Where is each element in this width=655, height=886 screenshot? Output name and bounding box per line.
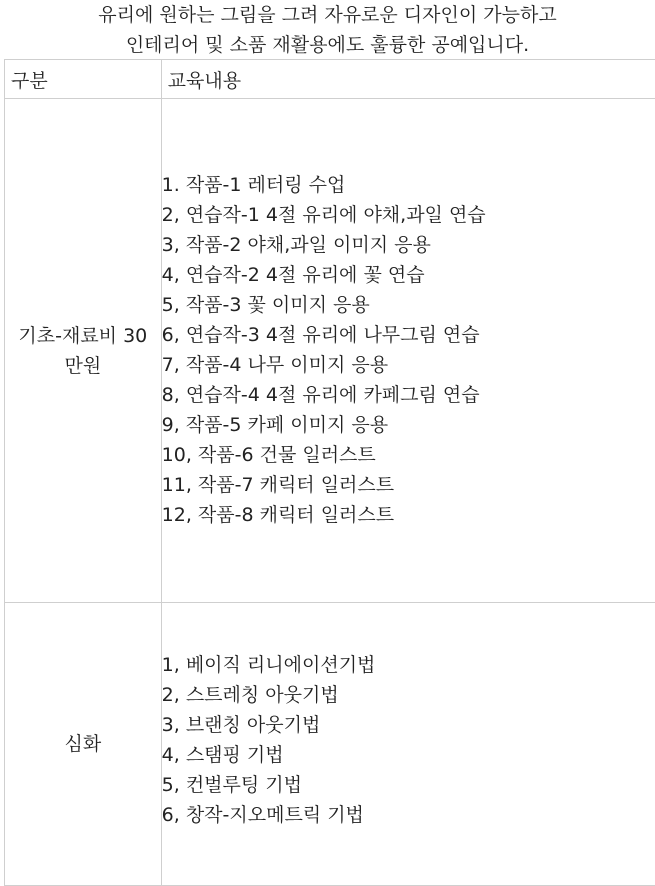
list-item: 5, 컨벌루팅 기법 — [162, 770, 655, 800]
category-cell-basic — [5, 99, 162, 603]
item-list — [162, 650, 655, 830]
list-item: 8, 연습작-4 4절 유리에 카페그림 연습 — [162, 380, 655, 410]
list-item: 6, 창작-지오메트릭 기법 — [162, 800, 655, 830]
content-cell-basic — [161, 99, 655, 603]
list-item: 2, 스트레칭 아웃기법 — [162, 680, 655, 710]
table-row — [5, 603, 655, 886]
category-cell-advanced — [5, 603, 162, 886]
intro-line-2: 인테리어 및 소품 재활용에도 훌륭한 공예입니다. — [0, 30, 655, 60]
curriculum-table — [4, 59, 655, 886]
header-category: 구분 — [5, 60, 162, 99]
category-label: 기초-재료비 30 — [5, 321, 161, 351]
list-item: 4, 연습작-2 4절 유리에 꽃 연습 — [162, 260, 655, 290]
category-label: 만원 — [5, 351, 161, 381]
intro-text — [0, 0, 655, 60]
list-item: 10, 작품-6 건물 일러스트 — [162, 440, 655, 470]
list-item: 11, 작품-7 캐릭터 일러스트 — [162, 470, 655, 500]
table-header-row — [5, 60, 655, 99]
list-item: 1. 작품-1 레터링 수업 — [162, 170, 655, 200]
list-item: 4, 스탬핑 기법 — [162, 740, 655, 770]
list-item: 5, 작품-3 꽃 이미지 응용 — [162, 290, 655, 320]
intro-line-1: 유리에 원하는 그림을 그려 자유로운 디자인이 가능하고 — [0, 0, 655, 30]
list-item: 7, 작품-4 나무 이미지 응용 — [162, 350, 655, 380]
header-content: 교육내용 — [161, 60, 655, 99]
list-item: 2, 연습작-1 4절 유리에 야채,과일 연습 — [162, 200, 655, 230]
list-item: 3, 브랜칭 아웃기법 — [162, 710, 655, 740]
content-cell-advanced — [161, 603, 655, 886]
list-item: 1, 베이직 리니에이션기법 — [162, 650, 655, 680]
list-item: 6, 연습작-3 4절 유리에 나무그림 연습 — [162, 320, 655, 350]
category-label: 심화 — [5, 729, 161, 759]
list-item: 3, 작품-2 야채,과일 이미지 응용 — [162, 230, 655, 260]
list-item: 12, 작품-8 캐릭터 일러스트 — [162, 500, 655, 530]
list-item: 9, 작품-5 카페 이미지 응용 — [162, 410, 655, 440]
item-list — [162, 170, 655, 530]
table-row — [5, 99, 655, 603]
